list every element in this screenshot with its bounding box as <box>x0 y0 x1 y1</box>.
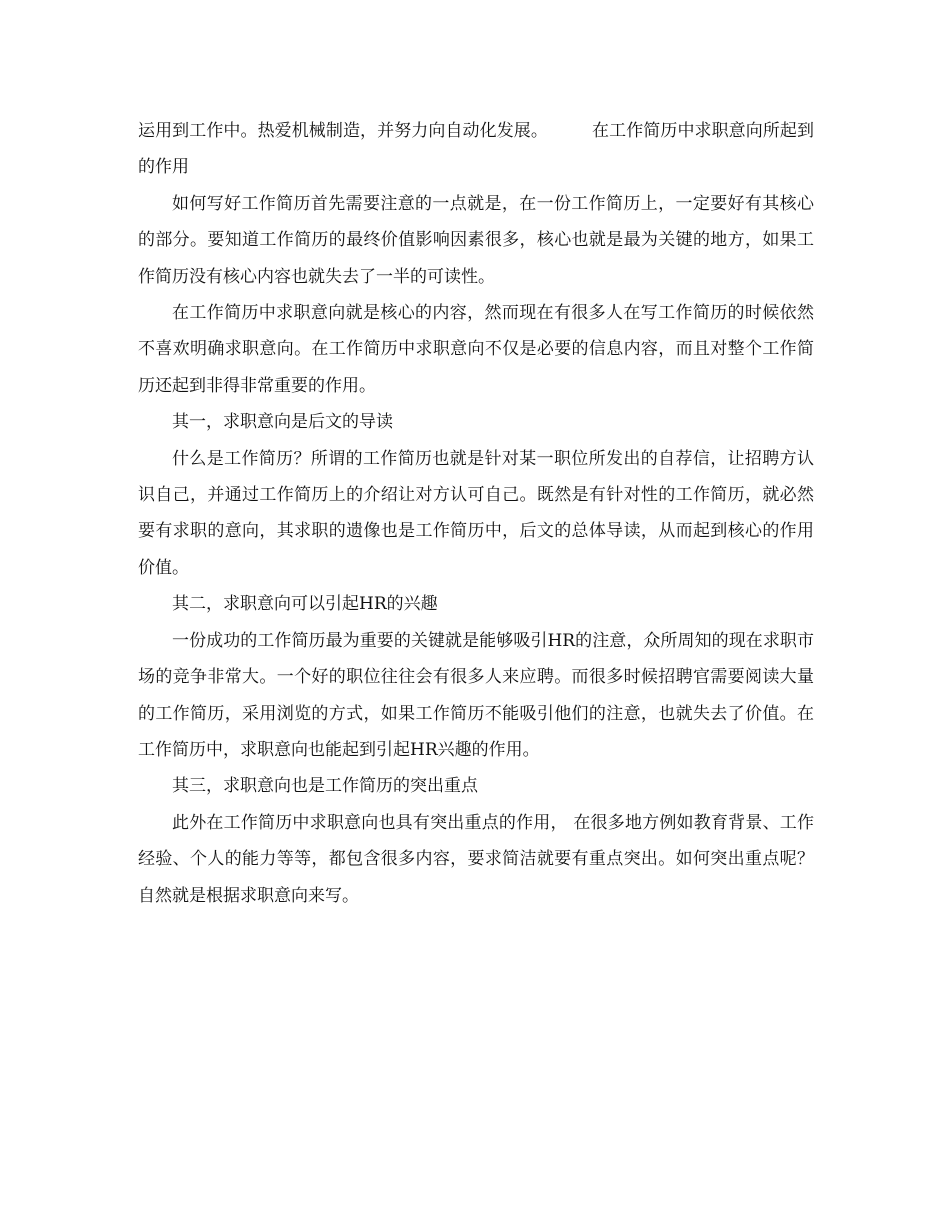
body-paragraph: 什么是工作简历？所谓的工作简历也就是针对某一职位所发出的自荐信，让招聘方认识自己，并通过工作简历上的介绍让对方认可自己。既然是有针对性的工作简历，就必然要有求职的意向，其求职的遗像也是工作简历中，后文的总体导读，从而起到核心的作用价值。 <box>138 448 814 578</box>
body-paragraph: 在工作简历中求职意向就是核心的内容，然而现在有很多人在写工作简历的时候依然不喜欢明确求职意向。在工作简历中求职意向不仅是必要的信息内容，而且对整个工作简历还起到非得非常重要的作用。 <box>138 303 814 396</box>
section-heading: 其一，求职意向是后文的导读 <box>172 412 393 433</box>
body-paragraph: 一份成功的工作简历最为重要的关键就是能够吸引HR的注意，众所周知的现在求职市场的竞争非常大。一个好的职位往往会有很多人来应聘。而很多时候招聘官需要阅读大量的工作简历，采用浏览的方式，如果工作简历不能吸引他们的注意，也就失去了价值。在工作简历中，求职意向也能起到引起HR兴趣的作用。 <box>138 630 814 760</box>
section-title: 在工作简历中求职意向所起到的作用 <box>138 121 815 178</box>
paragraph-text: 运用到工作中。热爱机械制造，并努力向自动化发展。 <box>138 121 548 141</box>
section-heading: 其三，求职意向也是工作简历的突出重点 <box>172 776 478 797</box>
body-paragraph: 如何写好工作简历首先需要注意的一点就是，在一份工作简历上，一定要好有其核心的部分。要知道工作简历的最终价值影响因素很多，核心也就是最为关键的地方，如果工作简历没有核心内容也就失去了一半的可读性。 <box>138 193 814 287</box>
document-page <box>138 113 814 914</box>
section-heading: 其二，求职意向可以引起HR的兴趣 <box>172 594 438 615</box>
paragraph-continuation <box>138 113 814 186</box>
body-paragraph: 此外在工作简历中求职意向也具有突出重点的作用， 在很多地方例如教育背景、工作经验、个人的能力等等，都包含很多内容，要求简洁就要有重点突出。如何突出重点呢？自然就是根据求职意向来写。 <box>138 812 814 906</box>
